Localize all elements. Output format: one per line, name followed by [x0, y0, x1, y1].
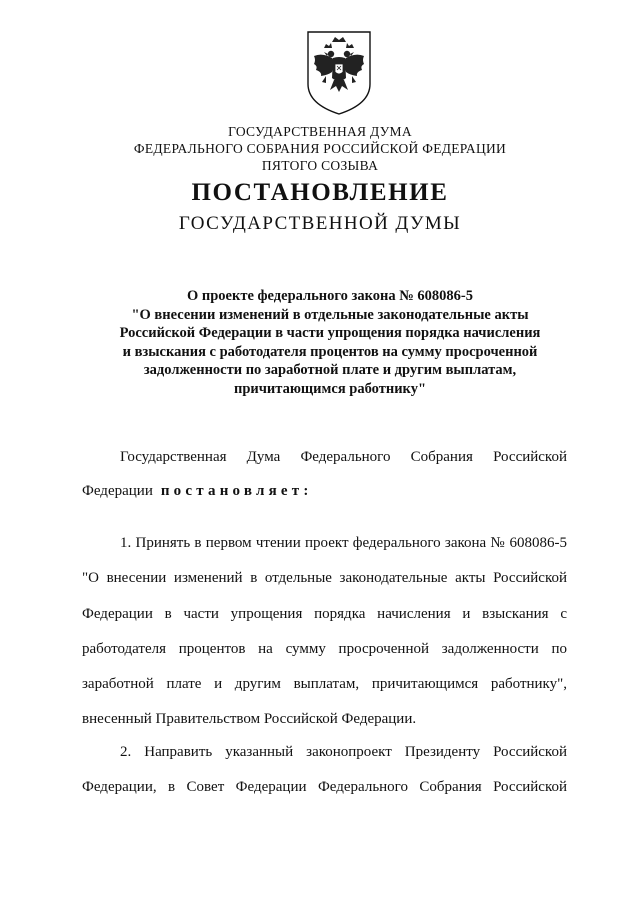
document-title: ПОСТАНОВЛЕНИЕ	[191, 179, 449, 206]
clause-2-line: Федерации, в Совет Федерации Федерального Собрания Российской	[82, 779, 567, 795]
coat-of-arms-icon	[302, 30, 376, 116]
clause-1-line: "О внесении изменений в отдельные законодательные акты Российской	[82, 570, 567, 586]
clause-1-line: внесенный Правительством Российской Федерации.	[82, 711, 417, 727]
clause-1-line: Федерации в части упрощения порядка начисления и взыскания с	[82, 606, 567, 622]
header-line-2: ФЕДЕРАЛЬНОГО СОБРАНИЯ РОССИЙСКОЙ ФЕДЕРАЦИИ	[133, 141, 507, 156]
subject-line: и взыскания с работодателя процентов на сумму просроченной	[122, 343, 538, 360]
preamble-line-1: Государственная Дума Федерального Собрания Российской	[120, 449, 567, 465]
preamble-verb: постановляет:	[160, 483, 313, 499]
document-subject	[80, 287, 580, 398]
preamble-line-2	[82, 481, 567, 501]
clause-1-line: заработной плате и другим выплатам, причитающимся работнику",	[82, 676, 567, 692]
clause-1-line: работодателя процентов на сумму просроченной задолженности по	[82, 641, 567, 657]
subject-line: задолженности по заработной плате и другим выплатам,	[143, 362, 517, 378]
subject-line: причитающимся работнику"	[233, 380, 427, 397]
header-line-1: ГОСУДАРСТВЕННАЯ ДУМА	[228, 124, 412, 139]
clause-1-line: 1. Принять в первом чтении проект федерального закона № 608086-5	[120, 535, 567, 551]
clause-2-line: 2. Направить указанный законопроект Президенту Российской	[120, 744, 567, 760]
header-line-3: ПЯТОГО СОЗЫВА	[261, 158, 379, 173]
subject-line: О проекте федерального закона № 608086-5	[186, 288, 474, 304]
document-subtitle: ГОСУДАРСТВЕННОЙ ДУМЫ	[178, 213, 462, 234]
subject-line: Российской Федерации в части упрощения порядка начисления	[119, 325, 541, 341]
subject-line: "О внесении изменений в отдельные законодательные акты	[131, 306, 529, 323]
preamble-prefix: Федерации	[82, 483, 153, 499]
